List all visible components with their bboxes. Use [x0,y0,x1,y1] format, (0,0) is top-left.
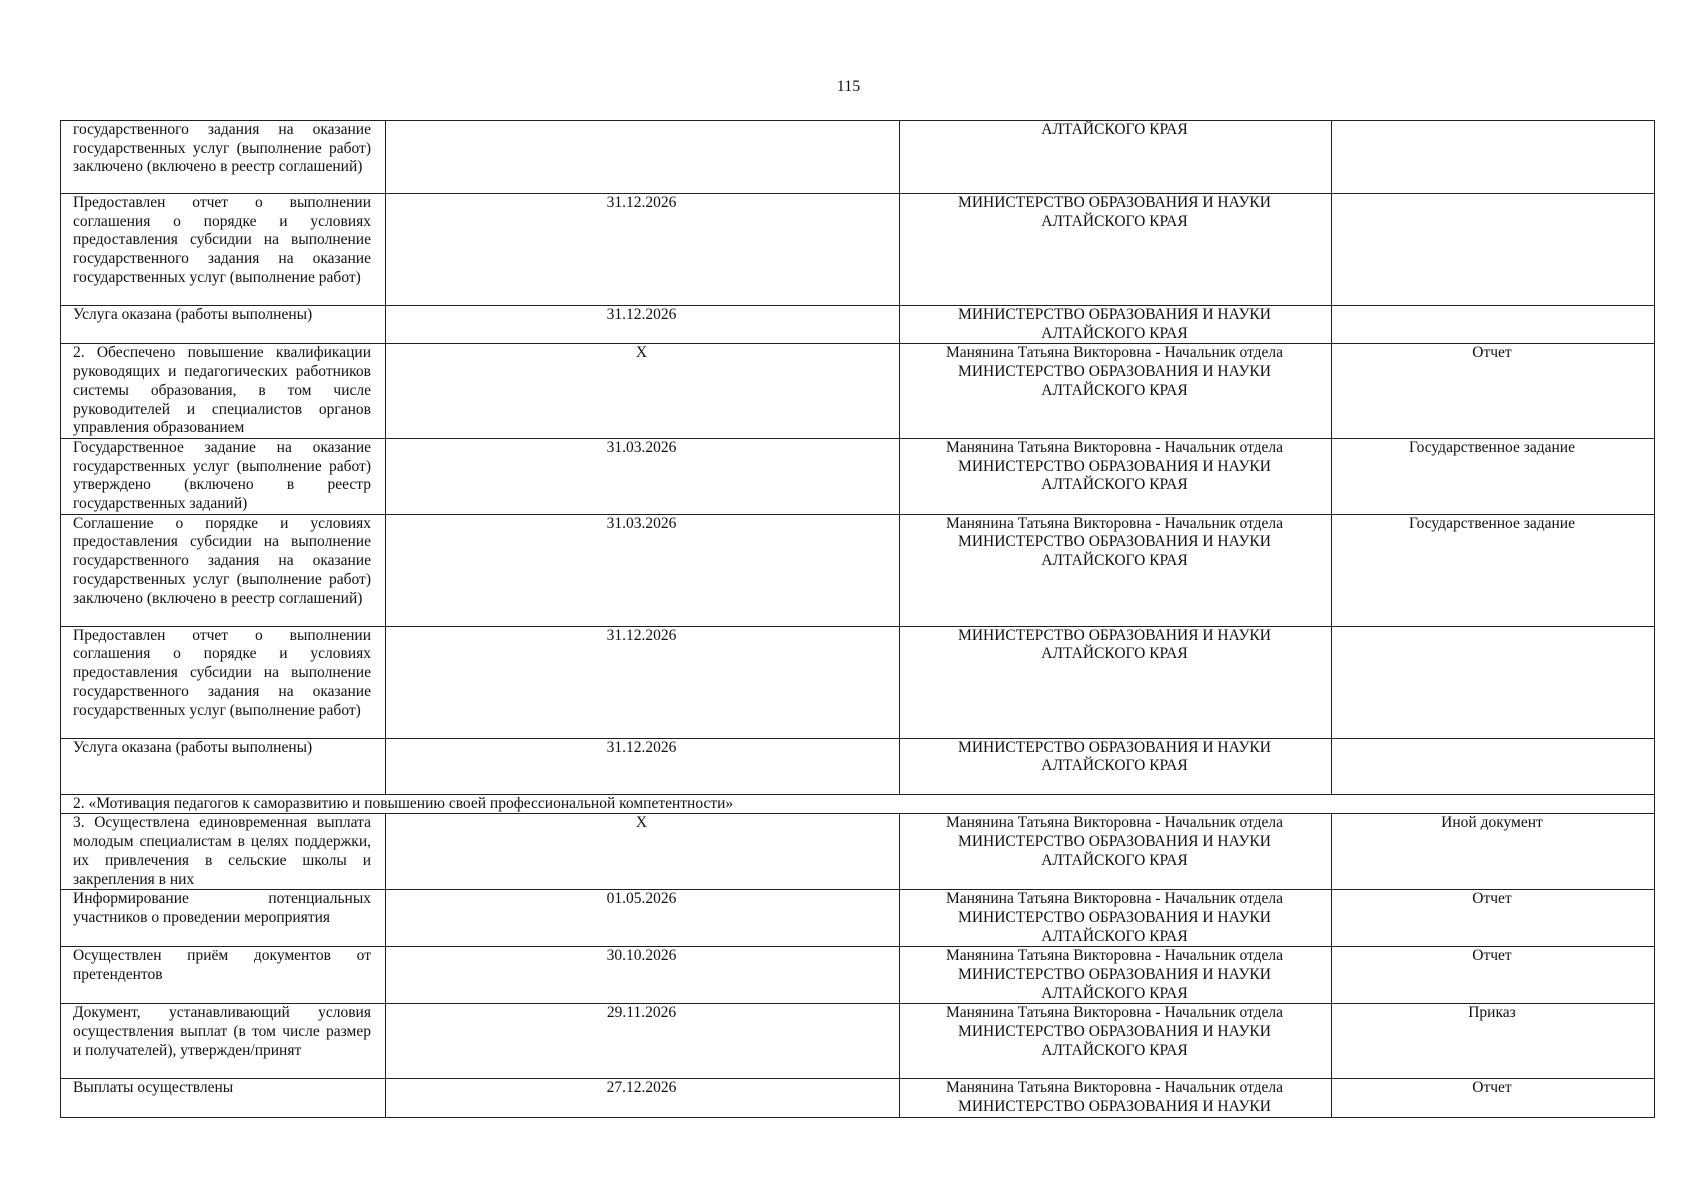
responsible-cell: МИНИСТЕРСТВО ОБРАЗОВАНИЯ И НАУКИ АЛТАЙСКОГО КРАЯ [900,194,1332,306]
document-cell: Отчет [1332,890,1655,947]
responsible-cell: Манянина Татьяна Викторовна - Начальник отдела МИНИСТЕРСТВО ОБРАЗОВАНИЯ И НАУКИ АЛТАЙСКОГО КРАЯ [900,1004,1332,1079]
document-cell: Иной документ [1332,814,1655,890]
table-row [61,947,1655,1004]
responsible-cell: Манянина Татьяна Викторовна - Начальник отдела МИНИСТЕРСТВО ОБРАЗОВАНИЯ И НАУКИ АЛТАЙСКОГО КРАЯ [900,814,1332,890]
measure-cell: Выплаты осуществлены [61,1079,386,1117]
responsible-cell: Манянина Татьяна Викторовна - Начальник отдела МИНИСТЕРСТВО ОБРАЗОВАНИЯ И НАУКИ [900,1079,1332,1117]
responsible-cell: Манянина Татьяна Викторовна - Начальник отдела МИНИСТЕРСТВО ОБРАЗОВАНИЯ И НАУКИ АЛТАЙСКОГО КРАЯ [900,947,1332,1004]
responsible-cell: АЛТАЙСКОГО КРАЯ [900,121,1332,194]
measure-cell: государственного задания на оказание государственных услуг (выполнение работ) заключено (включено в реестр соглашений) [61,121,386,194]
table-row [61,1004,1655,1079]
deadline-cell [386,121,900,194]
deadline-cell: 29.11.2026 [386,1004,900,1079]
deadline-cell: 30.10.2026 [386,947,900,1004]
deadline-cell: 31.12.2026 [386,194,900,306]
table-row [61,626,1655,738]
measure-cell: Услуга оказана (работы выполнены) [61,738,386,794]
document-cell [1332,738,1655,794]
responsible-cell: МИНИСТЕРСТВО ОБРАЗОВАНИЯ И НАУКИ АЛТАЙСКОГО КРАЯ [900,738,1332,794]
document-cell: Государственное задание [1332,438,1655,514]
document-cell: Отчет [1332,947,1655,1004]
deadline-cell: 31.03.2026 [386,514,900,626]
table-body [61,121,1655,1118]
deadline-cell: 31.12.2026 [386,738,900,794]
measures-table [60,120,1655,1118]
table-row [61,514,1655,626]
document-cell: Отчет [1332,344,1655,439]
deadline-cell: 31.03.2026 [386,438,900,514]
deadline-cell: 27.12.2026 [386,1079,900,1117]
measure-cell: Документ, устанавливающий условия осуществления выплат (в том числе размер и получателей), утвержден/принят [61,1004,386,1079]
section-row [61,794,1655,814]
responsible-cell: МИНИСТЕРСТВО ОБРАЗОВАНИЯ И НАУКИ АЛТАЙСКОГО КРАЯ [900,306,1332,344]
responsible-cell: МИНИСТЕРСТВО ОБРАЗОВАНИЯ И НАУКИ АЛТАЙСКОГО КРАЯ [900,626,1332,738]
table-row [61,738,1655,794]
document-cell [1332,194,1655,306]
table-row [61,344,1655,439]
table-row [61,306,1655,344]
deadline-cell: X [386,814,900,890]
deadline-cell: 31.12.2026 [386,626,900,738]
table-row [61,814,1655,890]
measure-cell: 2. Обеспечено повышение квалификации руководящих и педагогических работников системы образования, в том числе руководителей и специалистов органов управления образованием [61,344,386,439]
deadline-cell: 01.05.2026 [386,890,900,947]
table-row [61,121,1655,194]
responsible-cell: Манянина Татьяна Викторовна - Начальник отдела МИНИСТЕРСТВО ОБРАЗОВАНИЯ И НАУКИ АЛТАЙСКОГО КРАЯ [900,344,1332,439]
document-cell [1332,306,1655,344]
measure-cell: Осуществлен приём документов от претендентов [61,947,386,1004]
document-cell [1332,121,1655,194]
measure-cell: Услуга оказана (работы выполнены) [61,306,386,344]
table-row [61,1079,1655,1117]
measure-cell: Государственное задание на оказание государственных услуг (выполнение работ) утверждено (включено в реестр государственных заданий) [61,438,386,514]
deadline-cell: X [386,344,900,439]
measure-cell: Информирование потенциальных участников о проведении мероприятия [61,890,386,947]
document-cell [1332,626,1655,738]
section-title: 2. «Мотивация педагогов к саморазвитию и повышению своей профессиональной компетентности» [61,794,1655,814]
document-cell: Государственное задание [1332,514,1655,626]
measure-cell: 3. Осуществлена единовременная выплата молодым специалистам в целях поддержки, их привлечения в сельские школы и закрепления в них [61,814,386,890]
table-row [61,890,1655,947]
table-row [61,194,1655,306]
table-row [61,438,1655,514]
measure-cell: Соглашение о порядке и условиях предоставления субсидии на выполнение государственного задания на оказание государственных услуг (выполнение работ) заключено (включено в реестр соглашений) [61,514,386,626]
responsible-cell: Манянина Татьяна Викторовна - Начальник отдела МИНИСТЕРСТВО ОБРАЗОВАНИЯ И НАУКИ АЛТАЙСКОГО КРАЯ [900,438,1332,514]
document-cell: Приказ [1332,1004,1655,1079]
responsible-cell: Манянина Татьяна Викторовна - Начальник отдела МИНИСТЕРСТВО ОБРАЗОВАНИЯ И НАУКИ АЛТАЙСКОГО КРАЯ [900,890,1332,947]
page-number: 115 [836,78,861,95]
deadline-cell: 31.12.2026 [386,306,900,344]
responsible-cell: Манянина Татьяна Викторовна - Начальник отдела МИНИСТЕРСТВО ОБРАЗОВАНИЯ И НАУКИ АЛТАЙСКОГО КРАЯ [900,514,1332,626]
document-cell: Отчет [1332,1079,1655,1117]
measure-cell: Предоставлен отчет о выполнении соглашения о порядке и условиях предоставления субсидии на выполнение государственного задания на оказание государственных услуг (выполнение работ) [61,194,386,306]
measure-cell: Предоставлен отчет о выполнении соглашения о порядке и условиях предоставления субсидии на выполнение государственного задания на оказание государственных услуг (выполнение работ) [61,626,386,738]
